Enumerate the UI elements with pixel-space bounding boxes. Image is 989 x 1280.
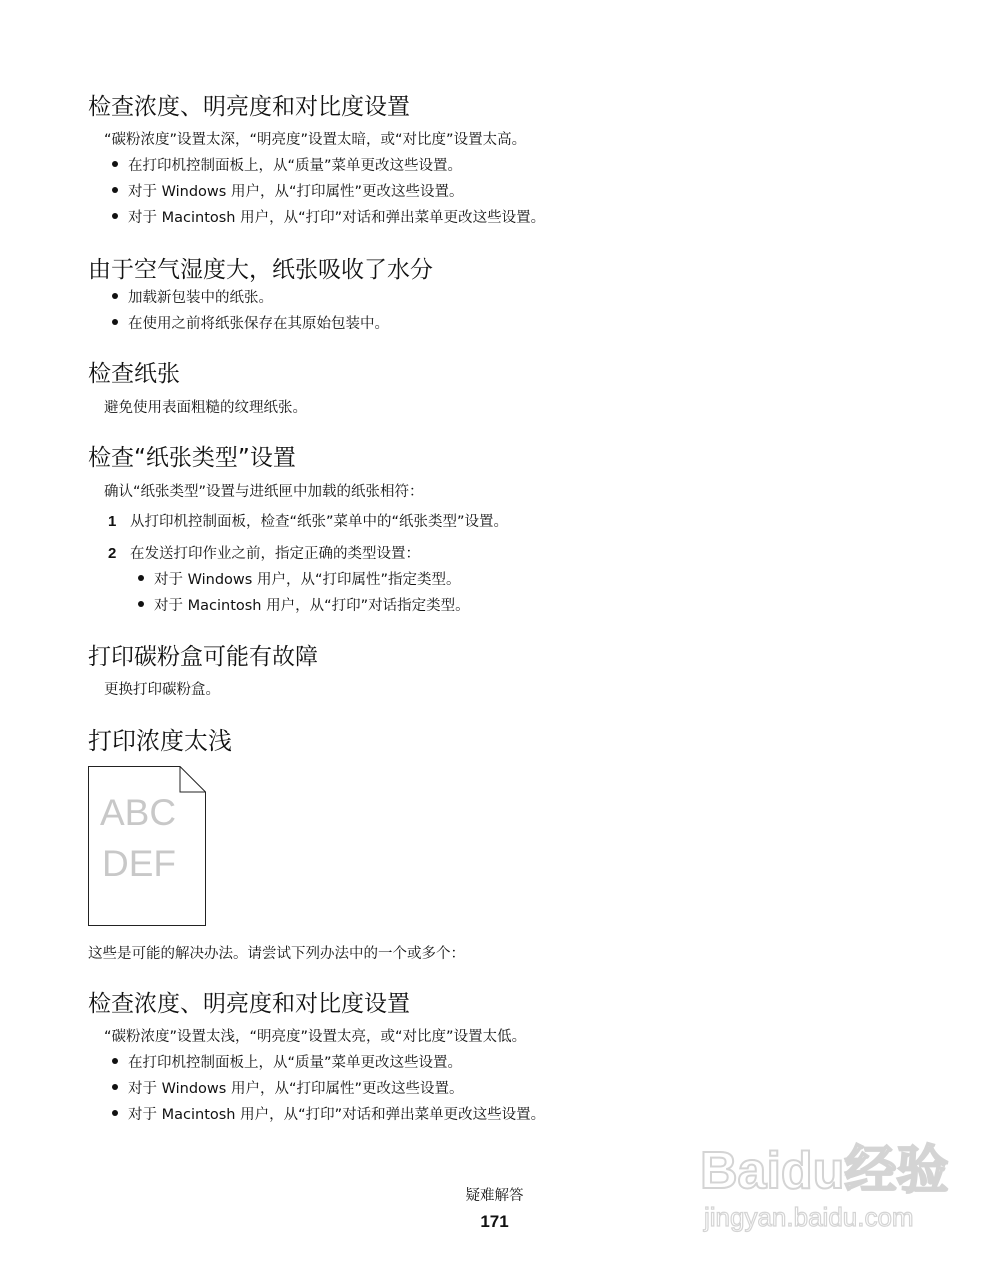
step-item: [108, 542, 420, 563]
section-text: 这些是可能的解决办法。请尝试下列办法中的一个或多个：: [88, 946, 465, 962]
bullet-text: 对于 Macintosh 用户，从“打印”对话和弹出菜单更改这些设置。: [128, 210, 546, 226]
bullet-item: [112, 1077, 463, 1098]
section-intro: “碳粉浓度”设置太浅，“明亮度”设置太亮，或“对比度”设置太低。: [104, 1029, 527, 1045]
footer-chapter-label: 疑难解答: [465, 1188, 524, 1204]
section-text: 更换打印碳粉盒。: [104, 682, 220, 698]
bullet-item: [112, 1051, 462, 1072]
bullet-dot-icon: [112, 1058, 118, 1064]
baidu-watermark-logo: [700, 1126, 950, 1236]
bullet-dot-icon: [112, 213, 118, 219]
bullet-dot-icon: [112, 161, 118, 167]
step-number: 2: [108, 545, 117, 562]
bullet-text: 对于 Macintosh 用户，从“打印”对话指定类型。: [154, 598, 470, 614]
bullet-dot-icon: [112, 319, 118, 325]
step-number: 1: [108, 513, 117, 530]
bullet-dot-icon: [112, 293, 118, 299]
bullet-item: [112, 154, 462, 175]
sub-bullet-item: [138, 568, 460, 589]
bullet-text: 对于 Windows 用户，从“打印属性”更改这些设置。: [128, 184, 464, 200]
bullet-dot-icon: [112, 187, 118, 193]
section-heading-paper-type: 检查“纸张类型”设置: [88, 445, 296, 471]
bullet-text: 在打印机控制面板上，从“质量”菜单更改这些设置。: [128, 158, 463, 174]
bullet-item: [112, 206, 545, 227]
bullet-item: [112, 312, 389, 333]
section-heading-print-too-light: 打印浓度太浅: [88, 727, 232, 755]
bullet-text: 在使用之前将纸张保存在其原始包装中。: [128, 316, 389, 332]
bullet-text: 对于 Macintosh 用户，从“打印”对话和弹出菜单更改这些设置。: [128, 1107, 546, 1123]
bullet-item: [112, 1103, 545, 1124]
section-heading-cartridge-fault: 打印碳粉盒可能有故障: [88, 644, 318, 670]
bullet-dot-icon: [138, 601, 144, 607]
bullet-item: [112, 180, 463, 201]
watermark-brand-text: Baidu经验: [700, 1142, 949, 1200]
faded-text-line-1: ABC: [100, 792, 177, 833]
section-heading-density-settings: 检查浓度、明亮度和对比度设置: [88, 94, 410, 120]
bullet-text: 在打印机控制面板上，从“质量”菜单更改这些设置。: [128, 1055, 463, 1071]
step-text: 从打印机控制面板，检查“纸张”菜单中的“纸张类型”设置。: [130, 514, 509, 530]
step-item: [108, 510, 508, 531]
section-text: 避免使用表面粗糙的纹理纸张。: [104, 400, 307, 416]
bullet-dot-icon: [138, 575, 144, 581]
section-intro: “碳粉浓度”设置太深，“明亮度”设置太暗，或“对比度”设置太高。: [104, 132, 527, 148]
step-text: 在发送打印作业之前，指定正确的类型设置：: [130, 546, 420, 562]
bullet-item: [112, 286, 273, 307]
faded-text-line-2: DEF: [102, 843, 176, 884]
bullet-text: 对于 Windows 用户，从“打印属性”更改这些设置。: [128, 1081, 464, 1097]
section-heading-density-settings-light: 检查浓度、明亮度和对比度设置: [88, 991, 410, 1017]
section-heading-check-paper: 检查纸张: [88, 361, 180, 387]
section-intro: 确认“纸张类型”设置与进纸匣中加载的纸张相符：: [104, 484, 424, 500]
sub-bullet-item: [138, 594, 470, 615]
bullet-dot-icon: [112, 1084, 118, 1090]
page-number: 171: [480, 1212, 509, 1231]
bullet-text: 加载新包装中的纸张。: [128, 290, 273, 306]
bullet-text: 对于 Windows 用户，从“打印属性”指定类型。: [154, 572, 461, 588]
faded-print-page-icon: [88, 766, 206, 926]
bullet-dot-icon: [112, 1110, 118, 1116]
section-heading-humidity: 由于空气湿度大，纸张吸收了水分: [88, 257, 433, 283]
watermark-url-text: jingyan.baidu.com: [704, 1202, 914, 1232]
